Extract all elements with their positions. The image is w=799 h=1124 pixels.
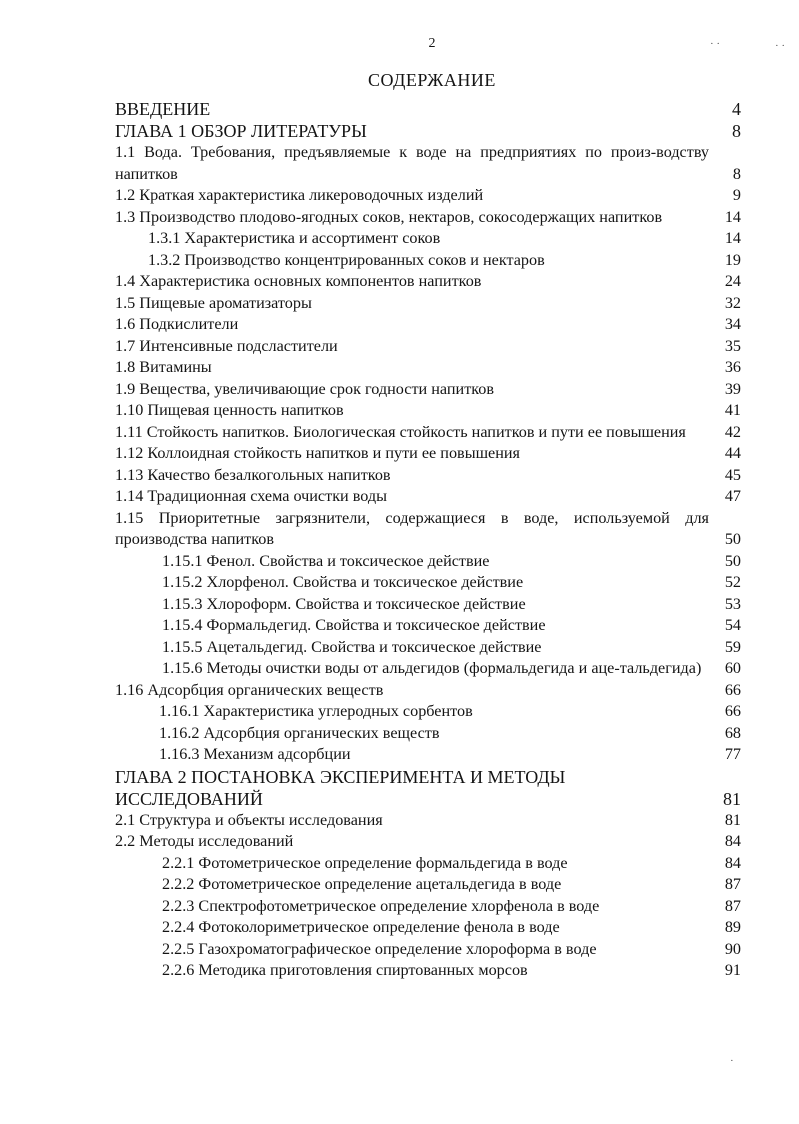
toc-entry bbox=[115, 486, 745, 508]
toc-entry-text: 2.2.3 Спектрофотометрическое определение хлорфенола в воде bbox=[162, 896, 600, 915]
toc-entry-text: 2.2.6 Методика приготовления спиртованных морсов bbox=[162, 961, 528, 979]
toc-entry-text: 1.7 Интенсивные подсластители bbox=[115, 336, 338, 355]
toc-entry-page: 34 bbox=[724, 315, 741, 333]
toc-entry bbox=[115, 357, 745, 379]
toc-entry-text: 1.3.2 Производство концентрированных соков и нектаров bbox=[148, 250, 545, 269]
toc-entry bbox=[115, 594, 745, 616]
toc-entry-text: 1.16.2 Адсорбция органических веществ bbox=[159, 723, 440, 742]
toc-entry bbox=[115, 98, 745, 120]
toc-entry-text: 1.15.5 Ацетальдегид. Свойства и токсическое действие bbox=[162, 637, 542, 656]
toc-entry-text: 2.2 Методы исследований bbox=[115, 832, 294, 850]
toc-entry-page: 32 bbox=[724, 293, 741, 312]
toc-entry-text: 1.15.1 Фенол. Свойства и токсическое действие bbox=[162, 551, 490, 570]
toc-entry-text: 1.6 Подкислители bbox=[115, 315, 239, 333]
toc-entry-page: 8 bbox=[732, 121, 741, 141]
toc-entry-page: 87 bbox=[724, 896, 741, 915]
toc-entry-text: 1.4 Характеристика основных компонентов напитков bbox=[115, 272, 482, 290]
toc-entry bbox=[115, 680, 745, 702]
toc-entry bbox=[115, 831, 745, 853]
toc-entry-text: 1.9 Вещества, увеличивающие срок годности напитков bbox=[115, 379, 495, 398]
toc-entry bbox=[115, 400, 745, 422]
toc-entry-text: 1.14 Традиционная схема очистки воды bbox=[115, 487, 388, 505]
toc-entry-page: 41 bbox=[724, 401, 741, 419]
toc-entry-page: 84 bbox=[724, 832, 741, 850]
toc-entry-text: 1.16.3 Механизм адсорбции bbox=[159, 745, 351, 763]
toc-entry-page: 14 bbox=[724, 229, 741, 247]
toc-entry-text: ГЛАВА 1 ОБЗОР ЛИТЕРАТУРЫ bbox=[115, 121, 367, 141]
table-of-contents bbox=[115, 98, 745, 982]
toc-entry bbox=[115, 637, 745, 659]
toc-entry-page: 91 bbox=[724, 961, 741, 979]
toc-entry-page: 8 bbox=[732, 164, 741, 183]
toc-entry-page: 68 bbox=[724, 723, 741, 742]
toc-entry-page: 89 bbox=[724, 918, 741, 936]
toc-entry-page: 66 bbox=[724, 680, 741, 699]
toc-entry bbox=[115, 185, 745, 207]
scan-speck: · bbox=[730, 1055, 734, 1067]
toc-entry bbox=[115, 271, 745, 293]
toc-entry bbox=[115, 207, 745, 229]
toc-entry-text: 1.5 Пищевые ароматизаторы bbox=[115, 293, 312, 312]
toc-entry bbox=[115, 744, 745, 766]
toc-entry-page: 9 bbox=[732, 186, 741, 204]
toc-entry bbox=[115, 314, 745, 336]
toc-entry-text: 1.13 Качество безалкогольных напитков bbox=[115, 465, 391, 484]
toc-entry-text: 1.8 Витамины bbox=[115, 358, 212, 376]
toc-entry-text: 1.16.1 Характеристика углеродных сорбентов bbox=[159, 702, 473, 720]
toc-entry-page: 54 bbox=[724, 616, 741, 634]
toc-entry bbox=[115, 465, 745, 487]
toc-entry-text: 1.3.1 Характеристика и ассортимент соков bbox=[148, 229, 441, 247]
toc-entry bbox=[115, 874, 745, 896]
toc-entry-text: 1.11 Стойкость напитков. Биологическая стойкость напитков и пути ее повышения bbox=[115, 422, 686, 441]
toc-entry bbox=[115, 615, 745, 637]
toc-entry bbox=[115, 250, 745, 272]
toc-entry bbox=[115, 723, 745, 745]
toc-entry-text: 1.15 Приоритетные загрязнители, содержащиеся в воде, используемой для производства напитков bbox=[115, 508, 709, 548]
toc-entry-text: 2.2.5 Газохроматографическое определение хлороформа в воде bbox=[162, 939, 597, 958]
toc-entry-page: 4 bbox=[732, 99, 741, 119]
toc-entry bbox=[115, 336, 745, 358]
toc-entry-page: 24 bbox=[724, 272, 741, 290]
toc-entry-text: 1.16 Адсорбция органических веществ bbox=[115, 680, 384, 699]
toc-entry-text: ГЛАВА 2 ПОСТАНОВКА ЭКСПЕРИМЕНТА И МЕТОДЫ ИССЛЕДОВАНИЙ bbox=[115, 766, 566, 809]
toc-title: СОДЕРЖАНИЕ bbox=[368, 70, 496, 90]
toc-entry-text: 1.15.6 Методы очистки воды от альдегидов (формальдегида и аце-тальдегида) bbox=[162, 659, 702, 677]
toc-entry-page: 42 bbox=[724, 422, 741, 441]
toc-entry-page: 45 bbox=[724, 465, 741, 484]
toc-entry-text: 1.2 Краткая характеристика ликероводочных изделий bbox=[115, 186, 484, 204]
toc-entry bbox=[115, 766, 745, 810]
toc-entry-text: 1.15.3 Хлороформ. Свойства и токсическое действие bbox=[162, 594, 526, 613]
toc-entry-page: 81 bbox=[723, 788, 741, 809]
toc-entry bbox=[115, 853, 745, 875]
toc-entry-text: ВВЕДЕНИЕ bbox=[115, 99, 211, 119]
toc-entry bbox=[115, 572, 745, 594]
toc-entry bbox=[115, 142, 745, 185]
toc-entry bbox=[115, 422, 745, 444]
toc-entry bbox=[115, 293, 745, 315]
toc-entry bbox=[115, 228, 745, 250]
toc-entry-text: 1.12 Коллоидная стойкость напитков и пути ее повышения bbox=[115, 444, 520, 462]
toc-entry-page: 47 bbox=[724, 487, 741, 505]
toc-entry-page: 39 bbox=[724, 379, 741, 398]
toc-entry-text: 1.15.2 Хлорфенол. Свойства и токсическое действие bbox=[162, 573, 524, 591]
toc-entry bbox=[115, 896, 745, 918]
scan-speck: · · bbox=[775, 40, 786, 52]
toc-entry-text: 2.2.1 Фотометрическое определение формальдегида в воде bbox=[162, 853, 568, 872]
toc-entry bbox=[115, 917, 745, 939]
toc-entry-text: 1.1 Вода. Требования, предъявляемые к воде на предприятиях по произ-водству напитков bbox=[115, 143, 709, 183]
toc-entry bbox=[115, 939, 745, 961]
toc-entry bbox=[115, 508, 745, 551]
toc-entry bbox=[115, 658, 745, 680]
toc-entry bbox=[115, 120, 745, 142]
toc-entry-text: 2.2.4 Фотоколориметрическое определение фенола в воде bbox=[162, 918, 560, 936]
toc-entry bbox=[115, 379, 745, 401]
toc-entry-page: 44 bbox=[724, 444, 741, 462]
scan-speck: · · bbox=[710, 38, 721, 50]
toc-entry-page: 59 bbox=[724, 637, 741, 656]
toc-entry-page: 84 bbox=[724, 853, 741, 872]
toc-entry-page: 66 bbox=[724, 702, 741, 720]
toc-entry-text: 1.3 Производство плодово-ягодных соков, нектаров, сокосодержащих напитков bbox=[115, 207, 663, 226]
toc-entry-text: 2.2.2 Фотометрическое определение ацетальдегида в воде bbox=[162, 875, 562, 893]
toc-entry-page: 81 bbox=[724, 810, 741, 829]
page-number: 2 bbox=[428, 36, 436, 51]
toc-entry bbox=[115, 443, 745, 465]
toc-entry-page: 60 bbox=[724, 659, 741, 677]
toc-entry-text: 1.10 Пищевая ценность напитков bbox=[115, 401, 344, 419]
toc-entry-page: 36 bbox=[724, 358, 741, 376]
toc-entry bbox=[115, 701, 745, 723]
toc-entry-page: 77 bbox=[724, 745, 741, 763]
toc-entry-page: 50 bbox=[724, 530, 741, 548]
toc-entry-text: 1.15.4 Формальдегид. Свойства и токсическое действие bbox=[162, 616, 546, 634]
toc-entry-page: 14 bbox=[724, 207, 741, 226]
toc-entry-page: 35 bbox=[724, 336, 741, 355]
toc-entry-page: 19 bbox=[724, 250, 741, 269]
toc-entry-text: 2.1 Структура и объекты исследования bbox=[115, 810, 383, 829]
toc-entry bbox=[115, 960, 745, 982]
toc-entry-page: 53 bbox=[724, 594, 741, 613]
toc-entry bbox=[115, 810, 745, 832]
toc-entry-page: 52 bbox=[724, 573, 741, 591]
toc-entry-page: 87 bbox=[724, 875, 741, 893]
toc-entry-page: 90 bbox=[724, 939, 741, 958]
toc-entry-page: 50 bbox=[724, 551, 741, 570]
toc-entry bbox=[115, 551, 745, 573]
